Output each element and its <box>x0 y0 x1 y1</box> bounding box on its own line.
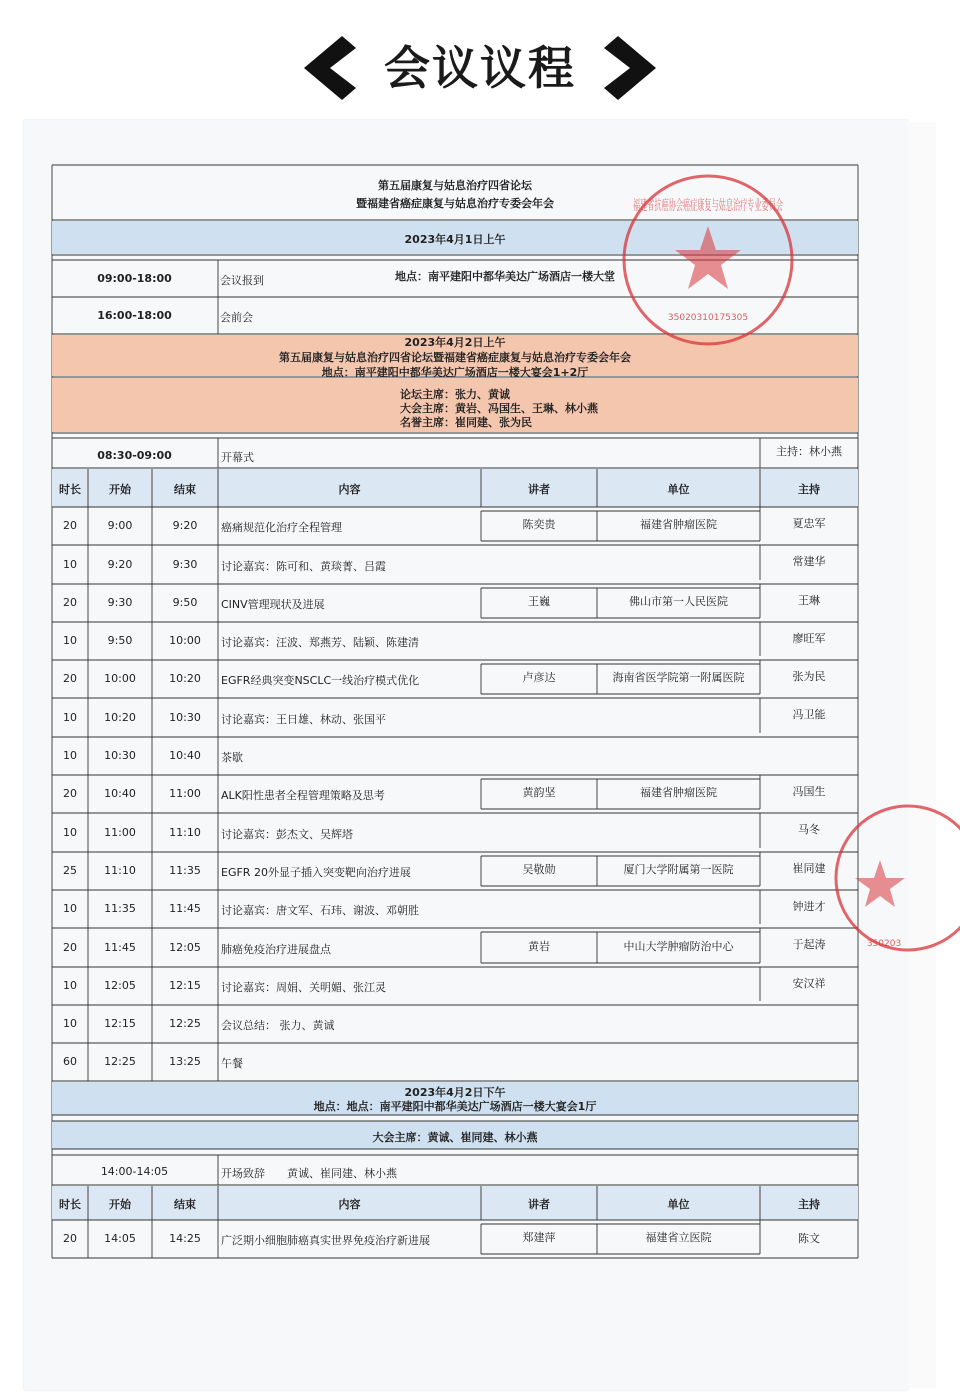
pm-opening-event: 开场致辞 <box>221 1167 265 1180</box>
row-speaker: 黄韵坚 <box>522 786 556 799</box>
seal-number-short: 350203 <box>866 939 902 949</box>
row-start: 10:40 <box>104 787 136 800</box>
row-end: 10:30 <box>169 710 201 724</box>
opening-host: 主持：林小燕 <box>776 445 842 458</box>
row-content: EGFR经典突变NSCLC一线治疗模式优化 <box>221 674 420 687</box>
row-content: 讨论嘉宾：汪波、郑燕芳、陆颖、陈建清 <box>221 636 419 649</box>
row-host: 王琳 <box>798 594 820 607</box>
column-header: 时长 <box>59 1198 81 1211</box>
row-content: 癌痛规范化治疗全程管理 <box>221 521 342 534</box>
row-host: 冯卫能 <box>792 708 826 721</box>
row-start: 9:20 <box>107 557 133 571</box>
row-speaker: 黄岩 <box>528 939 550 953</box>
row-start: 11:10 <box>104 864 136 877</box>
row-duration: 10 <box>63 634 77 647</box>
page-title: 会议议程 <box>384 41 576 95</box>
row-duration: 10 <box>63 979 77 992</box>
row-content: 讨论嘉宾：彭杰文、吴辉塔 <box>221 827 353 841</box>
row-end: 11:45 <box>169 902 201 915</box>
row-end: 12:25 <box>169 1017 201 1030</box>
row-speaker: 王巍 <box>528 595 550 608</box>
row-host: 夏忠军 <box>792 517 826 530</box>
row-end: 11:10 <box>169 825 201 839</box>
row-duration: 20 <box>63 596 77 609</box>
row-start: 12:25 <box>104 1055 136 1068</box>
column-header: 内容 <box>338 483 361 496</box>
row-end: 9:30 <box>172 557 198 571</box>
row-unit: 福建省肿瘤医院 <box>640 518 717 531</box>
row-start: 9:00 <box>107 519 133 532</box>
day1-location: 地点：南平建阳中都华美达广场酒店一楼大堂 <box>395 270 615 283</box>
row-content: 讨论嘉宾：王日雄、林动、张国平 <box>221 712 386 726</box>
row-speaker: 吴敬勋 <box>522 863 556 876</box>
column-header: 时长 <box>59 483 81 496</box>
row-start: 12:05 <box>104 979 136 992</box>
day1-event: 会前会 <box>220 311 253 324</box>
row-content: 茶歇 <box>221 751 243 764</box>
row-duration: 10 <box>63 902 77 915</box>
seal-number: 35020310175305 <box>667 313 749 323</box>
day2am-header: 2023年4月2日上午 <box>404 336 506 349</box>
row-content: 会议总结： 张力、黄诚 <box>221 1019 335 1032</box>
row-start: 11:45 <box>104 940 136 954</box>
row-end: 11:35 <box>169 864 201 877</box>
row-end: 14:25 <box>169 1232 201 1245</box>
row-speaker: 陈奕贵 <box>522 518 556 531</box>
row-end: 11:00 <box>169 787 201 800</box>
row-host: 崔同建 <box>792 862 826 875</box>
row-speaker: 卢彦达 <box>522 671 556 684</box>
row-end: 12:05 <box>169 940 201 954</box>
row-end: 10:00 <box>169 634 201 647</box>
row-host: 冯国生 <box>792 785 826 798</box>
column-header: 讲者 <box>528 1198 550 1211</box>
column-header: 开始 <box>109 1198 131 1211</box>
row-unit: 厦门大学附属第一医院 <box>623 863 734 876</box>
row-end: 10:40 <box>169 749 201 762</box>
day2am-title: 第五届康复与姑息治疗四省论坛暨福建省癌症康复与姑息治疗专委会年会 <box>279 351 631 364</box>
row-content: 讨论嘉宾：陈可和、黄琰菁、吕霞 <box>221 559 386 573</box>
row-unit: 福建省立医院 <box>645 1231 712 1244</box>
row-host: 钟进才 <box>792 900 826 913</box>
opening-time: 08:30-09:00 <box>97 449 172 462</box>
seal-text: 福建省抗癌协会癌症康复与姑息治疗专业委员会 <box>633 198 927 214</box>
row-start: 12:15 <box>104 1017 136 1030</box>
opening-event: 开幕式 <box>221 451 254 464</box>
row-start: 9:30 <box>107 596 133 609</box>
row-duration: 10 <box>63 1017 77 1030</box>
row-duration: 10 <box>63 749 77 762</box>
row-host: 陈文 <box>798 1232 820 1245</box>
row-host: 马冬 <box>798 823 820 836</box>
row-content: EGFR 20外显子插入突变靶向治疗进展 <box>221 866 411 879</box>
row-start: 10:30 <box>104 749 136 762</box>
row-end: 10:20 <box>169 672 201 685</box>
row-duration: 10 <box>63 710 77 724</box>
row-start: 11:00 <box>104 825 136 839</box>
doc-title-line2: 暨福建省癌症康复与姑息治疗专委会年会 <box>356 197 554 210</box>
row-start: 14:05 <box>104 1232 136 1245</box>
column-header: 开始 <box>109 483 131 496</box>
row-content: ALK阳性患者全程管理策略及思考 <box>221 789 385 802</box>
column-header: 结束 <box>174 483 196 496</box>
pm-opening-people: 黄诚、崔同建、林小燕 <box>287 1167 397 1180</box>
row-unit: 中山大学肿瘤防治中心 <box>623 939 734 953</box>
row-duration: 25 <box>63 864 77 877</box>
row-host: 于起涛 <box>792 938 826 951</box>
row-end: 13:25 <box>169 1055 201 1068</box>
day1-time: 09:00-18:00 <box>97 272 172 285</box>
row-host: 常建华 <box>792 555 826 568</box>
row-end: 9:20 <box>172 519 198 532</box>
row-host: 张为民 <box>792 670 826 683</box>
column-header: 结束 <box>174 1198 196 1211</box>
pm-opening-time: 14:00-14:05 <box>100 1165 169 1178</box>
row-unit: 佛山市第一人民医院 <box>629 595 728 608</box>
column-header: 主持 <box>798 1198 820 1211</box>
pm-header: 2023年4月2日下午 <box>404 1086 506 1099</box>
row-unit: 海南省医学院第一附属医院 <box>612 671 745 684</box>
row-duration: 20 <box>63 787 77 800</box>
association-seal-partial <box>820 796 910 966</box>
pm-location: 地点：地点：南平建阳中都华美达广场酒店一楼大宴会1厅 <box>313 1100 597 1113</box>
row-content: 讨论嘉宾：唐文军、石玮、谢波、邓朝胜 <box>221 904 419 917</box>
row-start: 10:00 <box>104 672 136 685</box>
column-header: 单位 <box>667 483 690 496</box>
row-duration: 20 <box>63 1232 77 1245</box>
day1-event: 会议报到 <box>220 274 264 287</box>
row-start: 11:35 <box>104 902 136 915</box>
doc-title-line1: 第五届康复与姑息治疗四省论坛 <box>378 179 532 192</box>
row-duration: 10 <box>63 557 77 571</box>
column-header: 讲者 <box>528 483 550 496</box>
row-content: CINV管理现状及进展 <box>221 598 325 611</box>
chair-line: 大会主席：黄岩、冯国生、王琳、林小燕 <box>400 402 598 415</box>
row-end: 9:50 <box>172 596 198 609</box>
association-seal <box>618 170 927 350</box>
row-duration: 10 <box>63 825 77 839</box>
chair-line: 论坛主席：张力、黄诚 <box>400 388 510 401</box>
chair-line: 名誉主席：崔同建、张为民 <box>400 416 532 429</box>
row-start: 9:50 <box>107 634 133 647</box>
row-duration: 20 <box>63 672 77 685</box>
row-content: 广泛期小细胞肺癌真实世界免疫治疗新进展 <box>221 1234 430 1247</box>
day2am-location: 地点：南平建阳中都华美达广场酒店一楼大宴会1+2厅 <box>321 366 589 379</box>
day1-header: 2023年4月1日上午 <box>404 233 506 246</box>
row-content: 午餐 <box>221 1057 243 1070</box>
row-duration: 60 <box>63 1055 77 1068</box>
column-header: 单位 <box>667 1198 690 1211</box>
column-header: 主持 <box>798 483 820 496</box>
column-header: 内容 <box>338 1198 361 1211</box>
row-duration: 20 <box>63 940 77 954</box>
row-host: 廖旺军 <box>792 632 826 645</box>
pm-chairs: 大会主席：黄诚、崔同建、林小燕 <box>372 1131 538 1144</box>
row-host: 安汉祥 <box>792 977 826 990</box>
row-start: 10:20 <box>104 710 136 724</box>
row-end: 12:15 <box>169 979 201 992</box>
row-speaker: 郑建萍 <box>522 1231 556 1244</box>
row-duration: 20 <box>63 519 77 532</box>
day1-time: 16:00-18:00 <box>97 309 172 322</box>
row-unit: 福建省肿瘤医院 <box>640 786 717 799</box>
row-content: 讨论嘉宾：周娟、关明媚、张江灵 <box>221 981 386 994</box>
row-content: 肺癌免疫治疗进展盘点 <box>221 942 331 956</box>
